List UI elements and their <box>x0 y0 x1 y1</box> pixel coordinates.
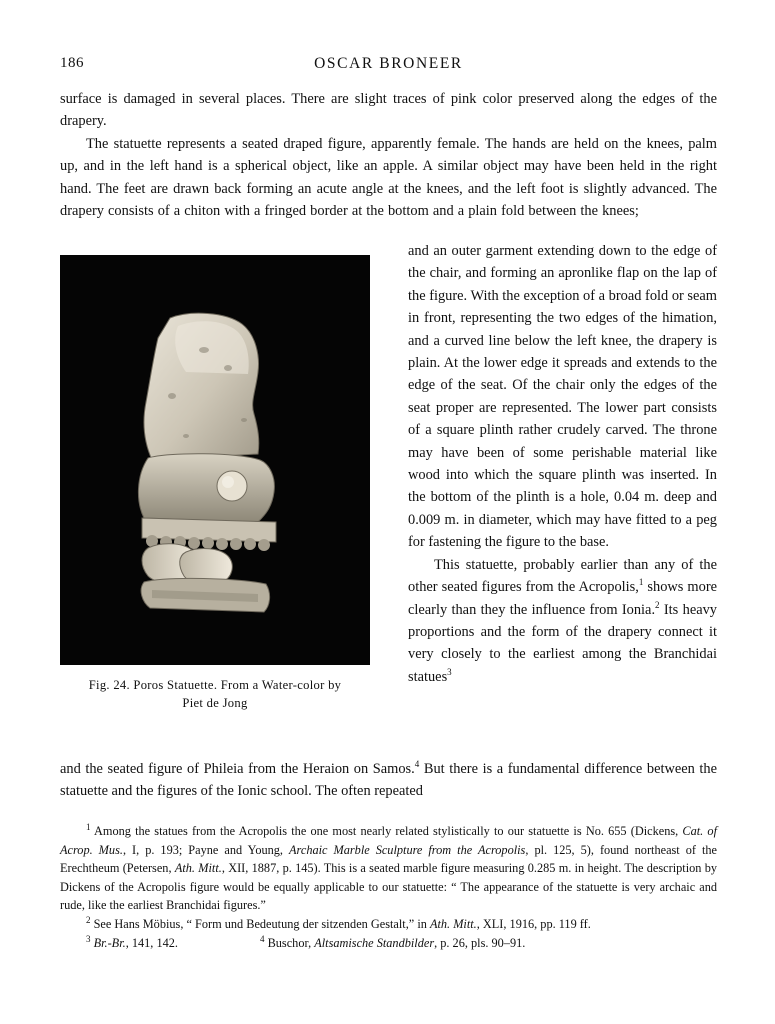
footnote-2-italic-1: Ath. Mitt. <box>429 916 477 931</box>
top-text-block <box>60 88 717 222</box>
rp2-seg-c: Its heavy proportions and the form of the drapery connect it very closely to the earliest among the Branchidai statues <box>408 601 717 685</box>
footnote-1-italic-3: Ath. Mitt. <box>174 861 222 876</box>
figure-caption <box>60 676 370 712</box>
bf-seg-b: But there is a fundamental difference between the statuette and the figures of the Ionic school. The often repeated <box>60 761 717 800</box>
footnote-1-seg-4: , XII, 1887, p. 145). This is a seated marble figure measuring 0.285 m. in height. The description by Dickens of the Acropolis figure would be equally applicable to our statuette: “ The appearance of the statuette is very archaic and rude, like the earliest Branchidai figures.” <box>60 861 717 913</box>
right-paragraph-1: and an outer garment extending down to the edge of the chair, and forming an apronlike flap on the lap of the figure. With the exception of a broad fold or seam in front, representing the two edges of the himation, and a curved line below the left knee, the drapery is plain. At the lower edge it spreads and extends to the edge of the seat. Of the chair only the edges of the seat proper are represented. The lower part consists of a square plinth rather crudely carved. The throne may have been of some perishable material like wood into which the square plinth was inserted. In the bottom of the plinth is a hole, 0.04 m. deep and 0.009 m. in diameter, which may have fitted to a peg for fastening the figure to the base. <box>408 243 717 551</box>
footnote-4-italic-1: Altsamische Standbilder <box>314 935 435 950</box>
footnote-4-marker: 4 <box>260 933 265 944</box>
footnote-4 <box>260 934 525 953</box>
footnote-ref-3: 3 <box>447 666 452 677</box>
below-figure-text <box>60 758 717 803</box>
below-figure-paragraph <box>60 758 717 803</box>
footnote-2-seg-1: See Hans Möbius, “ Form und Bedeutung der sitzenden Gestalt,” in <box>90 916 430 931</box>
footnote-3 <box>60 934 260 953</box>
footnote-2-marker: 2 <box>86 914 91 925</box>
footnote-2-seg-2: , XLI, 1916, pp. 119 ff. <box>476 916 591 931</box>
footnote-ref-4: 4 <box>414 759 420 770</box>
footnote-1 <box>60 822 717 915</box>
footnote-1-seg-2: , I, p. 193; Payne and Young, <box>122 842 290 857</box>
right-paragraph-2 <box>408 554 717 688</box>
rp2-seg-a: This statuette, probably earlier than any of the other seated figures from the Acropolis, <box>408 556 717 596</box>
figure-24 <box>60 255 370 712</box>
figure-image <box>60 255 370 665</box>
footnote-3-seg-1: , 141, 142. <box>125 935 178 950</box>
rp2-seg-b: shows more clearly than they the influence from Ionia. <box>408 579 717 618</box>
page-number: 186 <box>60 55 84 71</box>
figure-caption-line-1: Fig. 24. Poros Statuette. From a Water-color by <box>88 678 342 692</box>
footnote-1-marker: 1 <box>86 821 91 832</box>
footnote-4-seg-2: , p. 26, pls. 90–91. <box>434 935 526 950</box>
footnote-1-seg-3: , pl. 125, 5), found northeast of the Erechtheum (Petersen, <box>60 842 718 876</box>
footnote-1-italic-1: Cat. of Acrop. Mus. <box>60 824 717 857</box>
poros-statuette-icon <box>108 310 308 620</box>
footnote-ref-1: 1 <box>638 577 644 588</box>
footnotes-section <box>60 822 717 952</box>
footnote-2 <box>60 915 717 934</box>
footnote-1-italic-2: Archaic Marble Sculpture from the Acropolis <box>289 842 526 857</box>
page-header <box>60 55 717 75</box>
footnotes-3-4-row <box>60 934 717 953</box>
bf-seg-a: and the seated figure of Phileia from the Heraion on Samos. <box>60 761 415 777</box>
running-head: OSCAR BRONEER <box>314 55 463 72</box>
paragraph-1: surface is damaged in several places. There are slight traces of pink color preserved along the edges of the drapery. <box>60 91 717 130</box>
footnote-1-seg-1: Among the statues from the Acropolis the one most nearly related stylistically to our statuette is No. 655 (Dickens, <box>90 824 683 838</box>
footnote-3-italic-1: Br.-Br. <box>93 935 126 950</box>
footnote-3-marker: 3 <box>86 933 91 944</box>
right-text-column <box>408 240 717 688</box>
paragraph-2: The statuette represents a seated draped figure, apparently female. The hands are held on the knees, palm up, and in the left hand is a spherical object, like an apple. A similar object may have been held in the right hand. The feet are drawn back forming an acute angle at the knees, and the left foot is slightly advanced. The drapery consists of a chiton with a fringed border at the bottom and a plain fold between the knees; <box>60 135 717 220</box>
footnote-4-seg-1: Buschor, <box>264 935 315 950</box>
figure-caption-line-2: Piet de Jong <box>182 696 248 710</box>
footnote-ref-2: 2 <box>655 599 660 610</box>
